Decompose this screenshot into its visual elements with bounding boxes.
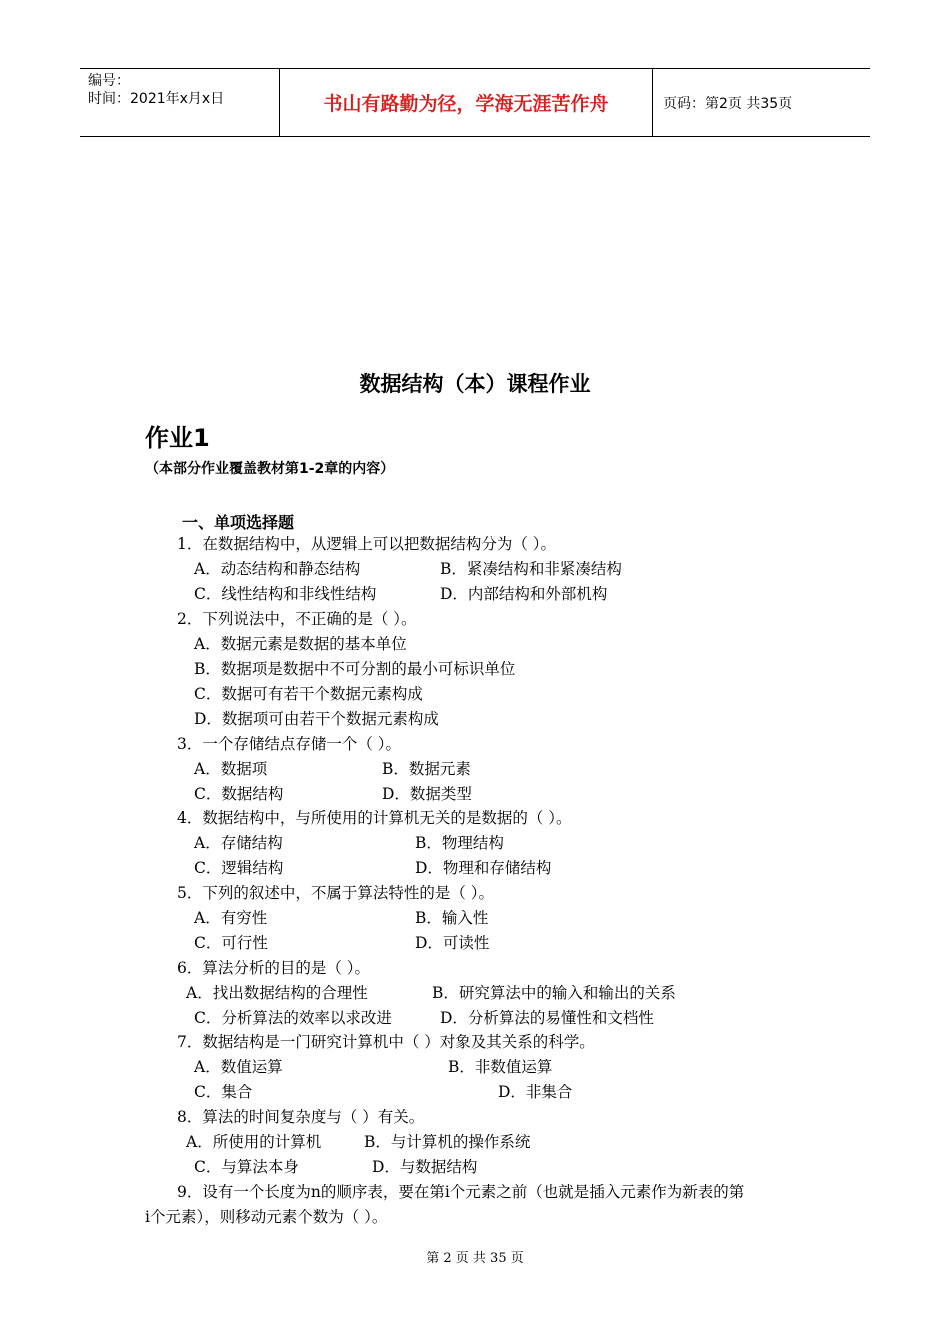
option-7c: C．集合 xyxy=(194,1083,253,1101)
page-footer: 第 2 页 共 35 页 xyxy=(426,1251,524,1266)
option-8c: C．与算法本身 xyxy=(194,1158,299,1176)
question-4: 4．数据结构中，与所使用的计算机无关的是数据的（ ）。 xyxy=(177,809,572,827)
option-4d: D．物理和存储结构 xyxy=(415,859,552,877)
option-1c: C．线性结构和非线性结构 xyxy=(194,585,377,603)
question-5: 5．下列的叙述中，不属于算法特性的是（ ）。 xyxy=(177,884,495,902)
section-title: 一、单项选择题 xyxy=(182,513,295,532)
question-8: 8．算法的时间复杂度与（ ）有关。 xyxy=(177,1108,425,1126)
option-1b: B．紧凑结构和非紧凑结构 xyxy=(440,560,622,578)
time-label: 时间：2021年x月x日 xyxy=(88,91,225,107)
homework-note: （本部分作业覆盖教材第1-2章的内容） xyxy=(145,461,395,477)
header-left-cell xyxy=(80,69,280,136)
option-4a: A．存储结构 xyxy=(194,834,283,852)
option-6d: D．分析算法的易懂性和文档性 xyxy=(440,1009,654,1027)
option-2c: C．数据可有若干个数据元素构成 xyxy=(194,685,423,703)
question-9: 9．设有一个长度为n的顺序表，要在第i个元素之前（也就是插入元素作为新表的第 xyxy=(177,1183,745,1201)
option-6b: B．研究算法中的输入和输出的关系 xyxy=(432,984,676,1002)
option-1d: D．内部结构和外部机构 xyxy=(440,585,608,603)
option-3b: B．数据元素 xyxy=(382,760,471,778)
option-4b: B．物理结构 xyxy=(415,834,504,852)
question-1: 1．在数据结构中，从逻辑上可以把数据结构分为（ ）。 xyxy=(177,535,557,553)
option-5c: C．可行性 xyxy=(194,934,268,952)
question-6: 6．算法分析的目的是（ ）。 xyxy=(177,959,371,977)
page-header xyxy=(80,68,870,137)
option-6c: C．分析算法的效率以求改进 xyxy=(194,1009,392,1027)
option-3d: D．数据类型 xyxy=(382,785,472,803)
option-1a: A．动态结构和静态结构 xyxy=(194,560,361,578)
option-8d: D．与数据结构 xyxy=(372,1158,478,1176)
option-3c: C．数据结构 xyxy=(194,785,284,803)
page-info: 页码：第2页 共35页 xyxy=(663,95,793,112)
option-2a: A．数据元素是数据的基本单位 xyxy=(194,635,407,653)
option-7a: A．数值运算 xyxy=(194,1058,283,1076)
option-8a: A．所使用的计算机 xyxy=(186,1133,322,1151)
option-5a: A．有穷性 xyxy=(194,909,268,927)
option-6a: A．找出数据结构的合理性 xyxy=(186,984,368,1002)
option-5b: B．输入性 xyxy=(415,909,489,927)
question-3: 3．一个存储结点存储一个（ ）。 xyxy=(177,735,402,753)
option-4c: C．逻辑结构 xyxy=(194,859,284,877)
option-7b: B．非数值运算 xyxy=(448,1058,553,1076)
option-2d: D．数据项可由若干个数据元素构成 xyxy=(194,710,439,728)
option-3a: A．数据项 xyxy=(194,760,268,778)
question-9-continued: i个元素），则移动元素个数为（ ）。 xyxy=(145,1208,388,1226)
motto: 书山有路勤为径，学海无涯苦作舟 xyxy=(280,69,653,136)
option-5d: D．可读性 xyxy=(415,934,490,952)
homework-title: 作业1 xyxy=(145,424,210,452)
option-2b: B．数据项是数据中不可分割的最小可标识单位 xyxy=(194,660,516,678)
option-7d: D．非集合 xyxy=(498,1083,573,1101)
question-2: 2．下列说法中，不正确的是（ ）。 xyxy=(177,610,417,628)
option-8b: B．与计算机的操作系统 xyxy=(364,1133,531,1151)
document-title: 数据结构（本）课程作业 xyxy=(359,372,591,396)
number-label: 编号： xyxy=(88,73,130,89)
question-7: 7．数据结构是一门研究计算机中（ ）对象及其关系的科学。 xyxy=(177,1033,595,1051)
